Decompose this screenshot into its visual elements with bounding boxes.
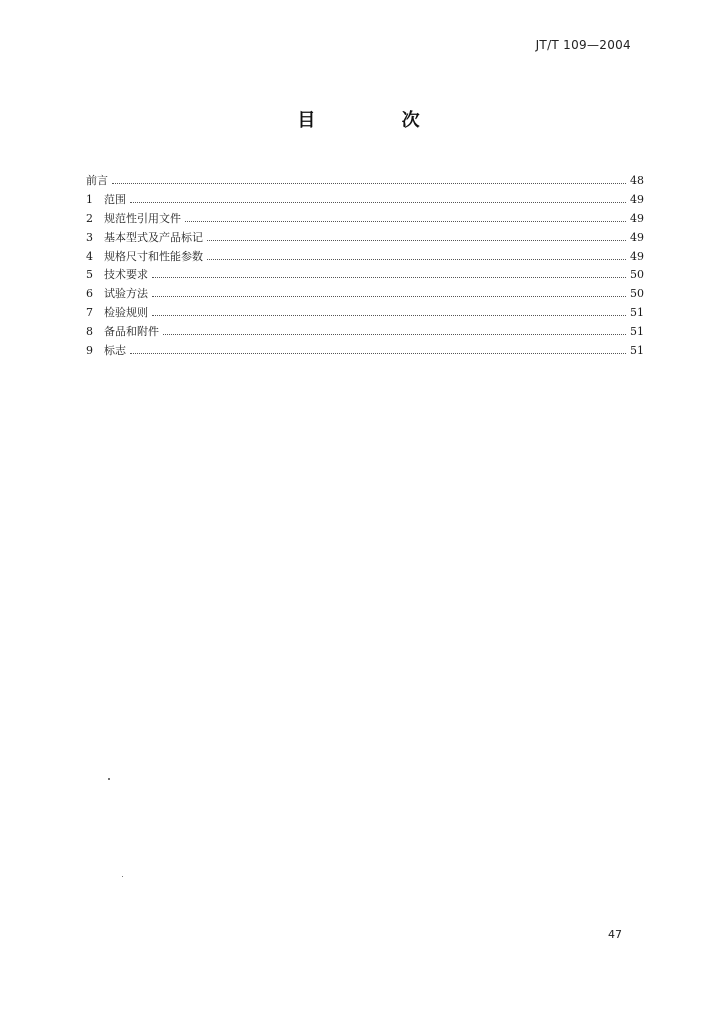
toc-entry-label: 技术要求 (104, 268, 148, 282)
scan-speck (122, 876, 123, 877)
toc-entry-label: 前言 (86, 174, 108, 187)
toc-entry-page: 49 (630, 230, 644, 244)
toc-title: 目 次 (297, 110, 460, 131)
toc-entry-page: 51 (630, 344, 644, 358)
toc-entry-label: 基本型式及产品标记 (104, 230, 203, 244)
toc-entry-page: 50 (630, 287, 644, 301)
toc-entry[interactable] (86, 191, 644, 210)
toc-leader (207, 259, 626, 260)
toc-entry[interactable] (86, 304, 644, 323)
toc-entry-number: 3 (86, 230, 93, 244)
toc-entry[interactable] (86, 229, 644, 248)
toc-entry[interactable] (86, 323, 644, 342)
page-number: 47 (608, 928, 622, 941)
toc-leader (152, 315, 626, 316)
toc-leader (163, 334, 626, 335)
toc-leader (152, 296, 626, 297)
toc-entry-page: 48 (630, 174, 644, 187)
toc-entry-number: 6 (86, 287, 93, 301)
toc-entry-label: 规格尺寸和性能参数 (104, 249, 203, 263)
toc-entry[interactable] (86, 342, 644, 361)
standard-code: JT/T 109—2004 (535, 38, 631, 52)
toc-entry-number: 5 (86, 268, 93, 282)
scan-speck (108, 778, 110, 780)
toc-entry-page: 49 (630, 192, 644, 206)
toc-entry-page: 49 (630, 211, 644, 225)
toc-entry[interactable] (86, 248, 644, 267)
toc-leader (152, 277, 626, 278)
toc-entry[interactable] (86, 210, 644, 229)
toc-entry-page: 51 (630, 306, 644, 320)
toc-entry-number: 7 (86, 306, 93, 320)
toc-entry-label: 标志 (104, 344, 126, 358)
toc-leader (130, 202, 626, 203)
toc-entry-number: 4 (86, 249, 93, 263)
toc-entry-number: 2 (86, 211, 93, 225)
toc-leader (112, 183, 626, 184)
toc-leader (207, 240, 626, 241)
toc-entry-label: 检验规则 (104, 306, 148, 320)
toc-entry-number: 8 (86, 325, 93, 339)
toc-entry-number: 9 (86, 344, 93, 358)
toc-entry[interactable] (86, 285, 644, 304)
table-of-contents (86, 172, 644, 361)
toc-entry-label: 试验方法 (104, 287, 148, 301)
toc-entry[interactable] (86, 266, 644, 285)
toc-entry-page: 50 (630, 268, 644, 282)
toc-leader (185, 221, 626, 222)
toc-entry-label: 范围 (104, 192, 126, 206)
toc-entry-page: 49 (630, 249, 644, 263)
toc-entry-page: 51 (630, 325, 644, 339)
toc-leader (130, 353, 626, 354)
toc-entry-label: 规范性引用文件 (104, 211, 181, 225)
toc-entry-label: 备品和附件 (104, 325, 159, 339)
toc-entry[interactable] (86, 172, 644, 191)
toc-entry-number: 1 (86, 192, 93, 206)
